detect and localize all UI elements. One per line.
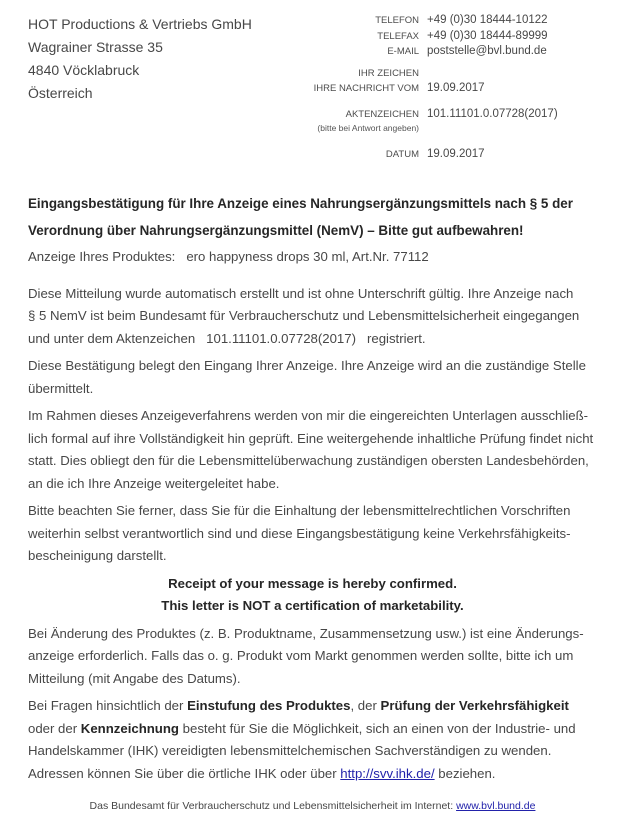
meta-value: poststelle@bvl.bund.de [427, 45, 547, 57]
body-paragraph-2 [28, 355, 597, 400]
meta-row-email [255, 44, 597, 60]
meta-row-aktenzeichen [255, 107, 597, 123]
meta-value: +49 (0)30 18444-10122 [427, 14, 548, 26]
body-paragraph-1 [28, 283, 597, 351]
text-segment: Bei Fragen hinsichtlich der [28, 698, 188, 713]
text-segment: an die ich Ihre Anzeige weitergeleitet habe. [28, 475, 280, 491]
address-line: 4840 Vöcklabruck [28, 62, 140, 78]
letter-header [28, 10, 597, 163]
meta-label: TELEFON [375, 15, 419, 26]
text-segment: weiterhin selbst verantwortlich sind und diese Eingangsbestätigung keine Verkehrsfähigkeits- [28, 525, 571, 541]
text-segment: besteht für Sie die Möglichkeit, sich an einen von der Industrie- und [178, 720, 576, 736]
text-segment: Prüfung der Verkehrsfähigkeit [380, 698, 569, 713]
text-segment: Im Rahmen dieses Anzeigeverfahrens werden von mir die eingereichten Unterlagen ausschließ- [28, 408, 589, 423]
address-line: Österreich [28, 85, 93, 101]
meta-value: +49 (0)30 18444-89999 [427, 29, 548, 42]
recipient-address [28, 10, 252, 163]
meta-note: (bitte bei Antwort angeben) [317, 123, 419, 133]
body-paragraph-5 [28, 623, 597, 691]
letter-title [28, 190, 597, 244]
text-segment: Diese Mitteilung wurde automatisch erstellt und ist ohne Unterschrift gültig. Ihre Anzeige nach [28, 285, 574, 301]
text-segment: Das Bundesamt für Verbraucherschutz und Lebensmittelsicherheit im Internet: [89, 800, 457, 812]
meta-label: IHRE NACHRICHT VOM [313, 83, 419, 94]
meta-row-telefax [255, 29, 597, 45]
meta-row-telefon [255, 13, 597, 29]
text-segment: Einstufung des Produktes [187, 698, 351, 713]
meta-value: 19.09.2017 [427, 82, 485, 94]
text-segment: Bei Änderung des Produktes (z. B. Produktname, Zusammensetzung usw.) ist eine Änderungs- [28, 625, 584, 641]
text-segment: , der [350, 698, 381, 713]
address-line: Wagrainer Strasse 35 [28, 39, 163, 55]
body-paragraph-3 [28, 405, 597, 495]
text-segment: Handelskammer (IHK) vereidigten lebensmittelchemischen Sachverständigen zu wenden. [28, 743, 552, 758]
text-segment: und unter dem Aktenzeichen 101.11101.0.07728(2017) registriert. [28, 330, 426, 346]
text-segment: Mitteilung (mit Angabe des Datums). [28, 670, 241, 686]
text-segment: übermittelt. [28, 380, 94, 396]
text-segment: Diese Bestätigung belegt den Eingang Ihrer Anzeige. Ihre Anzeige wird an die zuständige Stelle [28, 358, 586, 373]
meta-row-ihr-zeichen [255, 67, 597, 82]
meta-row-aktenzeichen-note [255, 122, 597, 134]
meta-value: 19.09.2017 [427, 148, 485, 160]
header-meta-block [255, 10, 597, 163]
product-line: Anzeige Ihres Produktes: ero happyness drops 30 ml, Art.Nr. 77112 [28, 248, 429, 264]
bvl-link[interactable]: www.bvl.bund.de [456, 800, 536, 812]
text-segment: Eingangsbestätigung für Ihre Anzeige eines Nahrungsergänzungsmittels nach § 5 der [28, 195, 573, 211]
meta-label: DATUM [385, 149, 419, 160]
text-segment: Verordnung über Nahrungsergänzungsmittel (NemV) – Bitte gut aufbewahren! [28, 222, 524, 238]
meta-label: AKTENZEICHEN [345, 108, 419, 120]
meta-value: 101.11101.0.07728(2017) [427, 107, 558, 120]
text-segment: bescheinigung darstellt. [28, 548, 167, 563]
text-segment: lich formal auf ihre Vollständigkeit hin geprüft. Eine weitergehende inhaltliche Prüfung findet nicht [28, 430, 594, 446]
meta-row-datum [255, 147, 597, 163]
meta-label: IHR ZEICHEN [358, 67, 419, 79]
text-segment: oder der [28, 720, 81, 736]
meta-label: TELEFAX [377, 30, 419, 42]
ihk-link[interactable]: http://svv.ihk.de/ [340, 765, 435, 781]
text-segment: anzeige erforderlich. Falls das o. g. Produkt vom Markt genommen werden sollte, bitte ich um [28, 648, 574, 663]
text-segment: Adressen können Sie über die örtliche IHK oder über [28, 765, 341, 781]
text-segment: Bitte beachten Sie ferner, dass Sie für die Einhaltung der lebensmittelrechtlichen Vorschriften [28, 503, 571, 518]
body-paragraph-4 [28, 500, 597, 568]
text-segment: Receipt of your message is hereby confirmed. [168, 575, 457, 591]
address-line: HOT Productions & Vertriebs GmbH [28, 16, 252, 32]
text-segment: This letter is NOT a certification of marketability. [161, 598, 464, 613]
body-paragraph-6 [28, 695, 597, 785]
meta-label: E-MAIL [387, 46, 419, 57]
text-segment: Kennzeichnung [80, 720, 179, 736]
meta-row-ihre-nachricht [255, 81, 597, 97]
confirmation-block [28, 573, 597, 618]
footer-note [28, 799, 597, 813]
text-segment: beziehen. [434, 765, 496, 781]
text-segment: § 5 NemV ist beim Bundesamt für Verbraucherschutz und Lebensmittelsicherheit eingegangen [28, 308, 580, 323]
text-segment: statt. Dies obliegt den für die Lebensmittelüberwachung zuständigen obersten Landesbehörden, [28, 453, 589, 468]
